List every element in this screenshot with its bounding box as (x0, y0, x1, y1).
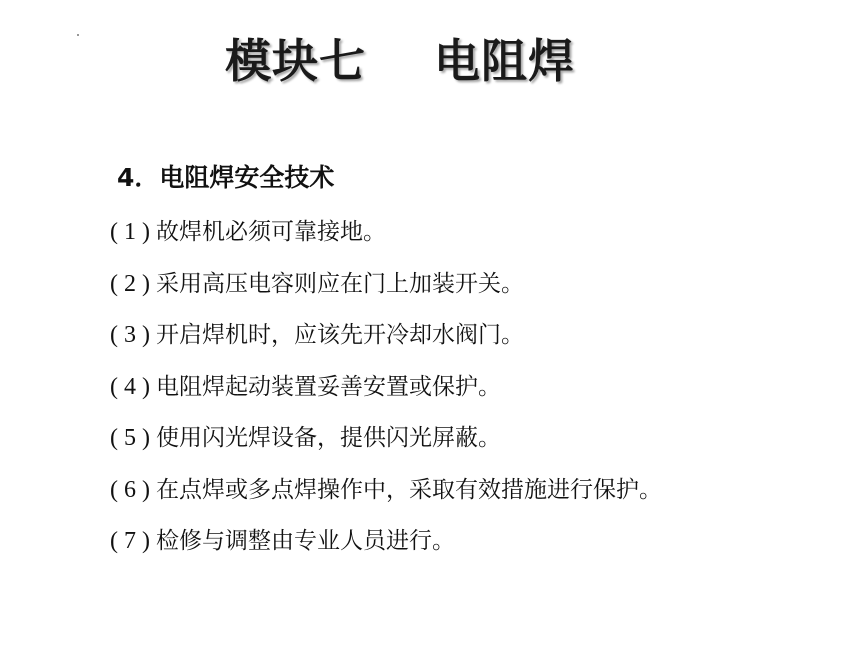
item-number: ( 4 ) (110, 373, 150, 400)
item-text: 电阻焊起动装置妥善安置或保护。 (155, 373, 501, 400)
item-text: 开启焊机时，应该先开冷却水阀门。 (155, 322, 524, 348)
item-number: ( 3 ) (110, 322, 150, 348)
safety-list (110, 212, 662, 573)
item-number: ( 6 ) (110, 476, 150, 503)
list-item (110, 212, 662, 264)
list-item (110, 418, 662, 470)
item-text: 采用高压电容则应在门上加装开关。 (155, 270, 524, 297)
list-item (110, 367, 662, 419)
list-item (110, 264, 662, 316)
slide-title: 模块七 电阻焊 (224, 34, 576, 88)
list-item (110, 315, 662, 367)
item-text: 使用闪光焊设备，提供闪光屏蔽。 (155, 425, 501, 451)
item-text: 检修与调整由专业人员进行。 (155, 528, 455, 554)
list-item (110, 470, 662, 522)
item-number: ( 1 ) (110, 219, 150, 245)
item-number: ( 5 ) (110, 425, 150, 451)
section-heading: 4．电阻焊安全技术 (117, 163, 335, 192)
item-number: ( 2 ) (110, 270, 150, 297)
item-text: 在点焊或多点焊操作中，采取有效措施进行保护。 (155, 476, 662, 503)
list-item (110, 521, 662, 573)
item-text: 故焊机必须可靠接地。 (155, 219, 386, 245)
item-number: ( 7 ) (110, 528, 150, 554)
